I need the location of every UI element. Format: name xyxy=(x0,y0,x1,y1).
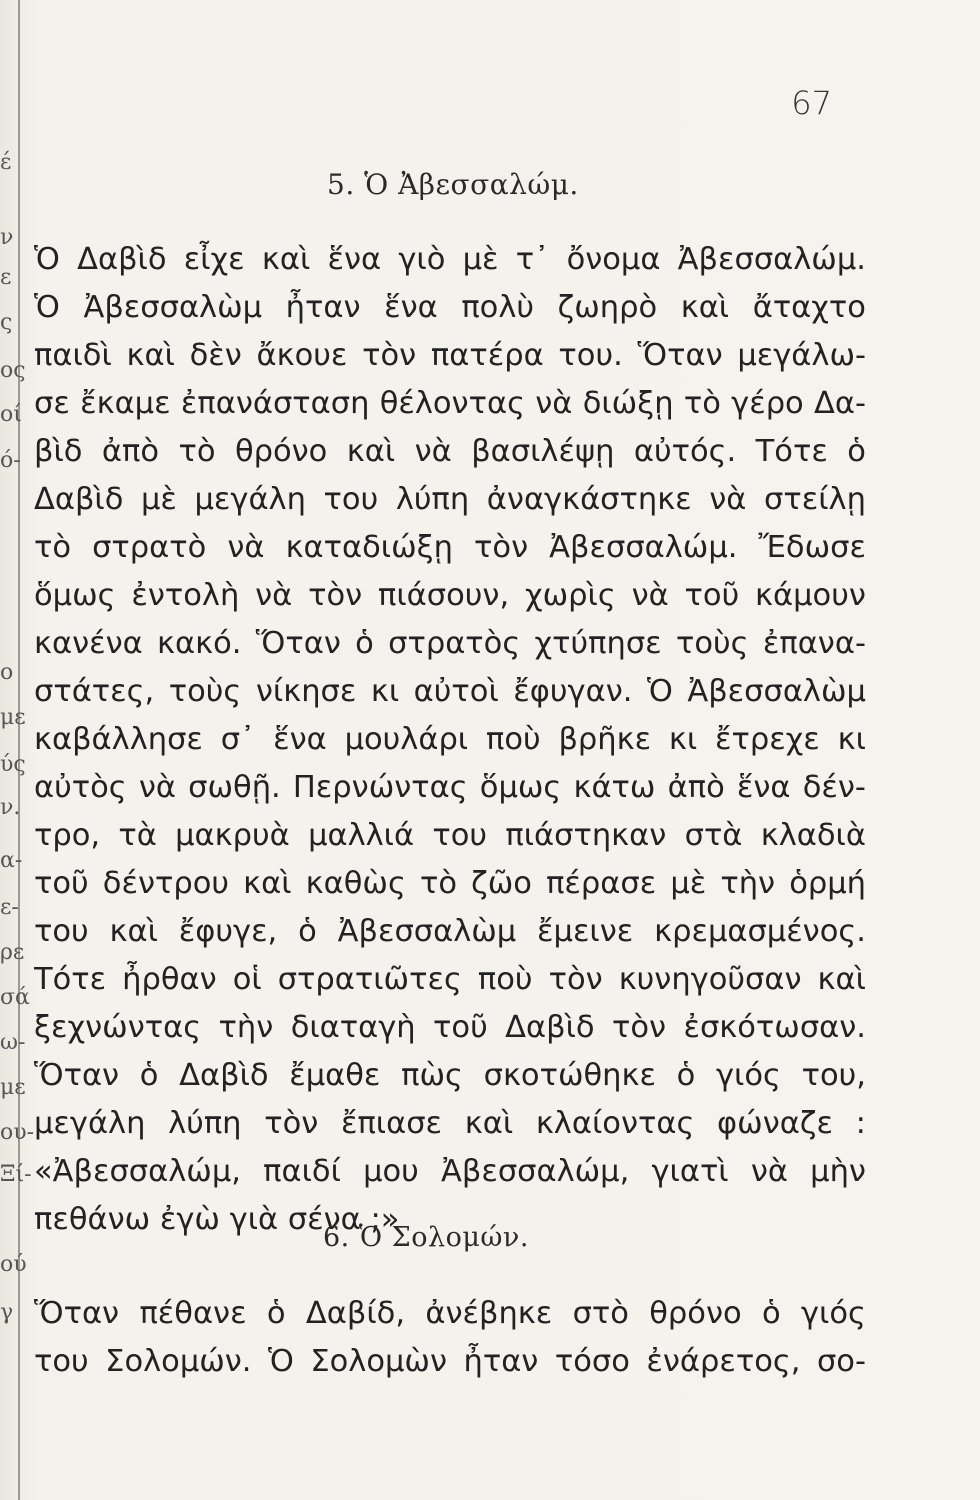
word: διαταγὴ xyxy=(290,1010,416,1045)
gutter-fragment: ε- xyxy=(0,895,19,920)
word: ἦρθαν xyxy=(122,962,217,997)
word: μαλλιά xyxy=(308,818,415,853)
word: στρατὸ xyxy=(92,530,207,565)
word: χτύπησε xyxy=(534,626,662,661)
word: Δαβὶδ xyxy=(34,482,124,517)
word: ὁ xyxy=(761,1296,781,1331)
word: βὶδ xyxy=(34,434,83,469)
text-line xyxy=(34,284,866,332)
word: ἦταν xyxy=(285,290,361,325)
text-line xyxy=(34,1052,866,1100)
word: καὶ xyxy=(261,242,311,277)
word: δέν- xyxy=(802,770,866,805)
word: κάτω xyxy=(573,770,656,805)
gutter-fragment: ύς xyxy=(0,752,26,777)
word: στὰ xyxy=(684,818,743,853)
word: ἀνέβηκε xyxy=(425,1296,553,1331)
word: θέλοντας xyxy=(379,386,525,421)
word: βρῆκε xyxy=(558,722,652,757)
text-line xyxy=(34,428,866,476)
word: στρατὸς xyxy=(388,626,521,661)
word: θρόνο xyxy=(649,1296,742,1331)
word: στρατιῶτες xyxy=(277,962,462,997)
word: ὄνομα xyxy=(566,242,661,277)
word: σωθῇ. xyxy=(188,770,281,805)
word: ἔτρεχε xyxy=(714,722,820,757)
word: παιδί xyxy=(263,1154,341,1189)
gutter-fragment: ω- xyxy=(0,1030,26,1055)
word: ἔμεινε xyxy=(537,914,634,949)
word: Δαβίδ, xyxy=(305,1296,406,1331)
text-line xyxy=(34,380,866,428)
word: τὴν xyxy=(218,1010,274,1045)
text-line xyxy=(34,956,866,1004)
text-line xyxy=(34,1338,866,1386)
word: Δαβὶδ xyxy=(179,1058,269,1093)
text-line: πεθάνω ἐγὼ γιὰ σένα ;» xyxy=(34,1202,400,1237)
word: Τότε xyxy=(34,962,107,997)
word: αὐτὸς xyxy=(34,770,127,805)
word: ἔπιασε xyxy=(340,1106,443,1141)
word: μακρυὰ xyxy=(175,818,290,853)
word: πολὺ xyxy=(461,290,535,325)
word: τόσο xyxy=(554,1344,630,1379)
word: κανένα xyxy=(34,626,143,661)
word: ὅμως xyxy=(34,578,116,613)
word: ἔμαθε xyxy=(289,1058,381,1093)
word: τὸ xyxy=(178,434,216,469)
gutter-fragment: με xyxy=(0,705,26,730)
word: Ἀβεσσαλὼμ xyxy=(337,914,517,949)
word: τὸν xyxy=(548,962,603,997)
word: ὁ xyxy=(266,1296,286,1331)
word: του. xyxy=(558,338,623,373)
gutter-fragment: ό- xyxy=(0,448,21,473)
word: κάμουν xyxy=(755,578,866,613)
word: καθὼς xyxy=(305,866,406,901)
word: κλαδιὰ xyxy=(760,818,866,853)
word: ἔκαμε xyxy=(80,386,171,421)
text-line xyxy=(34,1004,866,1052)
word: πιάστηκαν xyxy=(505,818,667,853)
word: ζωηρὸ xyxy=(557,290,658,325)
gutter-fragment: ου- xyxy=(0,1120,35,1145)
word: του xyxy=(432,818,488,853)
word: ποὺ xyxy=(485,722,541,757)
word: γιός xyxy=(715,1058,781,1093)
word: Σολομὼν xyxy=(310,1344,447,1379)
text-line xyxy=(34,236,866,284)
word: τ᾿ xyxy=(515,242,550,277)
word: κι xyxy=(370,674,400,709)
word: ἦταν xyxy=(463,1344,539,1379)
word: εἶχε xyxy=(183,242,245,277)
word: καὶ xyxy=(346,434,396,469)
gutter-fragment: ν. xyxy=(0,795,21,820)
word: καὶ xyxy=(109,914,158,949)
word: σο- xyxy=(816,1344,866,1379)
text-line xyxy=(34,716,866,764)
word: λύπη xyxy=(395,482,470,517)
word: τοὺς xyxy=(675,626,749,661)
word: καὶ xyxy=(817,962,866,997)
word: χωρὶς xyxy=(524,578,616,613)
section-body xyxy=(34,236,866,1244)
word: ἄκουε xyxy=(256,338,348,373)
word: ποὺ xyxy=(477,962,533,997)
word: μὲ xyxy=(670,866,707,901)
word: του, xyxy=(801,1058,866,1093)
word: Ἀβεσσαλὼμ xyxy=(83,290,263,325)
word: Ἀβεσσαλὼμ xyxy=(687,674,866,709)
word: οἱ xyxy=(232,962,262,997)
gutter-fragment: ε xyxy=(0,265,12,290)
word: τὰ xyxy=(118,818,157,853)
word: ἐπανα- xyxy=(762,626,866,661)
word: σ᾿ xyxy=(220,722,256,757)
section-title: 5. Ὁ Ἀβεσσαλώμ. xyxy=(327,168,579,201)
word: Σολομών. xyxy=(105,1344,252,1379)
word: ὁ xyxy=(676,1058,696,1093)
word: νὰ xyxy=(750,1154,788,1189)
word: βασιλέψῃ xyxy=(471,434,615,469)
gutter-fragment: ν xyxy=(0,225,14,250)
word: πατέρα xyxy=(430,338,544,373)
word: διώξῃ xyxy=(582,386,674,421)
word: ἄταχτο xyxy=(752,290,866,325)
word: ἐσκότωσαν. xyxy=(683,1010,866,1045)
word: Ἀβεσσαλώμ. xyxy=(677,242,866,277)
text-line xyxy=(34,812,866,860)
gutter-fragment: οί xyxy=(0,402,22,427)
section-body xyxy=(34,1290,866,1386)
text-line xyxy=(34,620,866,668)
word: αὐτοὶ xyxy=(413,674,499,709)
word: Ὁ xyxy=(646,674,673,709)
word: λύπη xyxy=(168,1106,242,1141)
gutter-fragment: ο xyxy=(0,660,14,685)
word: ὁ xyxy=(139,1058,159,1093)
word: τὸ xyxy=(34,530,72,565)
word: νὰ xyxy=(709,482,747,517)
word: νὰ xyxy=(414,434,452,469)
gutter-fragment: έ xyxy=(0,150,12,175)
gutter-fragment: α- xyxy=(0,848,23,873)
word: πέθανε xyxy=(139,1296,247,1331)
word: καβάλλησε xyxy=(34,722,203,757)
word: νὰ xyxy=(535,386,573,421)
word: ζῶο xyxy=(471,866,532,901)
gutter-fragment: γ xyxy=(0,1300,14,1325)
word: ἕνα xyxy=(736,770,791,805)
word: τὸ xyxy=(683,386,721,421)
word: ἕνα xyxy=(273,722,327,757)
word: κλαίοντας xyxy=(535,1106,695,1141)
word: ὁρμή xyxy=(789,866,866,901)
text-line xyxy=(34,1148,866,1196)
word: Ὅταν xyxy=(637,338,723,373)
word: τοῦ xyxy=(684,578,740,613)
word: τὸν xyxy=(474,530,529,565)
word: ὁ xyxy=(298,914,317,949)
word: ἀπὸ xyxy=(101,434,160,469)
gutter-fragment: ρε xyxy=(0,940,25,965)
word: ὅμως xyxy=(479,770,562,805)
word: Δαβὶδ xyxy=(505,1010,595,1045)
word: Ἔδωσε xyxy=(758,530,866,565)
word: παιδὶ xyxy=(34,338,112,373)
word: ξεχνώντας xyxy=(34,1010,202,1045)
word: Ἀβεσσαλώμ. xyxy=(549,530,738,565)
word: σε xyxy=(34,386,70,421)
word: τοῦ xyxy=(34,866,89,901)
word: κι xyxy=(837,722,866,757)
word: ἀναγκάστηκε xyxy=(486,482,692,517)
word: Ὅταν xyxy=(34,1296,120,1331)
word: Τότε xyxy=(755,434,828,469)
text-line xyxy=(34,860,866,908)
text-line xyxy=(34,476,866,524)
word: πέρασε xyxy=(546,866,657,901)
word: νὰ xyxy=(255,578,293,613)
word: καὶ xyxy=(243,866,292,901)
word: θρόνο xyxy=(234,434,328,469)
word: κι xyxy=(668,722,698,757)
word: : xyxy=(855,1106,866,1141)
word: του xyxy=(323,482,379,517)
gutter-fragment: σά xyxy=(0,985,30,1010)
text-line xyxy=(34,572,866,620)
text-line xyxy=(34,1290,866,1338)
word: νὰ xyxy=(138,770,176,805)
word: σκοτώθηκε xyxy=(483,1058,656,1093)
word: ἔφυγε, xyxy=(178,914,278,949)
word: καὶ xyxy=(126,338,175,373)
word: Δα- xyxy=(814,386,866,421)
word: του xyxy=(34,1344,89,1379)
word: πὼς xyxy=(401,1058,463,1093)
word: κακό. xyxy=(157,626,242,661)
word: φώναζε xyxy=(717,1106,833,1141)
word: τὸν xyxy=(308,578,363,613)
word: τοῦ xyxy=(433,1010,488,1045)
word: μου xyxy=(363,1154,419,1189)
word: του xyxy=(34,914,89,949)
word: τὸν xyxy=(264,1106,319,1141)
word: κρεμασμένος. xyxy=(654,914,866,949)
gutter-fragment: ς xyxy=(0,310,13,335)
word: μὴν xyxy=(810,1154,866,1189)
text-line xyxy=(34,668,866,716)
gutter-fragment: με xyxy=(0,1075,26,1100)
word: τὴν xyxy=(720,866,776,901)
word: μεγάλη xyxy=(34,1106,146,1141)
word: μὲ xyxy=(462,242,499,277)
gutter-fragment: ος xyxy=(0,358,26,383)
word: Ὅταν xyxy=(255,626,341,661)
word: ἕνα xyxy=(327,242,382,277)
gutter-fragment: ού xyxy=(0,1252,27,1277)
word: τὸ xyxy=(419,866,458,901)
word: μεγάλω- xyxy=(737,338,866,373)
word: τὸν xyxy=(611,1010,667,1045)
word: γιὸ xyxy=(398,242,446,277)
text-line xyxy=(34,332,866,380)
word: ἐνάρετος, xyxy=(646,1344,801,1379)
word: στὸ xyxy=(572,1296,629,1331)
word: ἔφυγαν. xyxy=(513,674,633,709)
word: δὲν xyxy=(189,338,242,373)
word: Ὁ xyxy=(268,1344,294,1379)
word: ἀπὸ xyxy=(667,770,725,805)
word: μουλάρι xyxy=(344,722,469,757)
word: γιατὶ xyxy=(651,1154,729,1189)
word: Δαβὶδ xyxy=(77,242,167,277)
word: Ὁ xyxy=(34,290,60,325)
word: μὲ xyxy=(141,482,177,517)
gutter-fragment: Ξί- xyxy=(0,1162,32,1187)
word: ἐπανάσταση xyxy=(180,386,370,421)
section-title: 6. Ὁ Σολομών. xyxy=(323,1222,529,1253)
word: στείλῃ xyxy=(764,482,866,517)
word: καὶ xyxy=(464,1106,514,1141)
word: δέντρου xyxy=(102,866,230,901)
word: γέρο xyxy=(731,386,804,421)
text-line xyxy=(34,764,866,812)
word: νὰ xyxy=(631,578,669,613)
word: αὐτός. xyxy=(633,434,737,469)
word: γιός xyxy=(800,1296,866,1331)
word: καὶ xyxy=(680,290,730,325)
word: ὁ xyxy=(847,434,866,469)
word: Ὅταν xyxy=(34,1058,120,1093)
word: Ἀβεσσαλώμ, xyxy=(441,1154,630,1189)
word: τοὺς xyxy=(168,674,242,709)
word: μεγάλη xyxy=(194,482,306,517)
word: ἐντολὴ xyxy=(131,578,240,613)
word: τρο, xyxy=(34,818,101,853)
text-line xyxy=(34,1100,866,1148)
word: καταδιώξῃ xyxy=(285,530,453,565)
word: πιάσουν, xyxy=(377,578,510,613)
page-number: 67 xyxy=(791,84,832,122)
word: Περνώντας xyxy=(292,770,468,805)
text-line xyxy=(34,524,866,572)
word: «Ἀβεσσαλώμ, xyxy=(34,1154,241,1189)
word: κυνηγοῦσαν xyxy=(618,962,802,997)
word: ἕνα xyxy=(384,290,438,325)
word: νίκησε xyxy=(255,674,357,709)
word: στάτες, xyxy=(34,674,155,709)
word: Ὁ xyxy=(34,242,60,277)
word: νὰ xyxy=(227,530,265,565)
text-line xyxy=(34,908,866,956)
word: τὸν xyxy=(362,338,417,373)
word: ὁ xyxy=(355,626,374,661)
